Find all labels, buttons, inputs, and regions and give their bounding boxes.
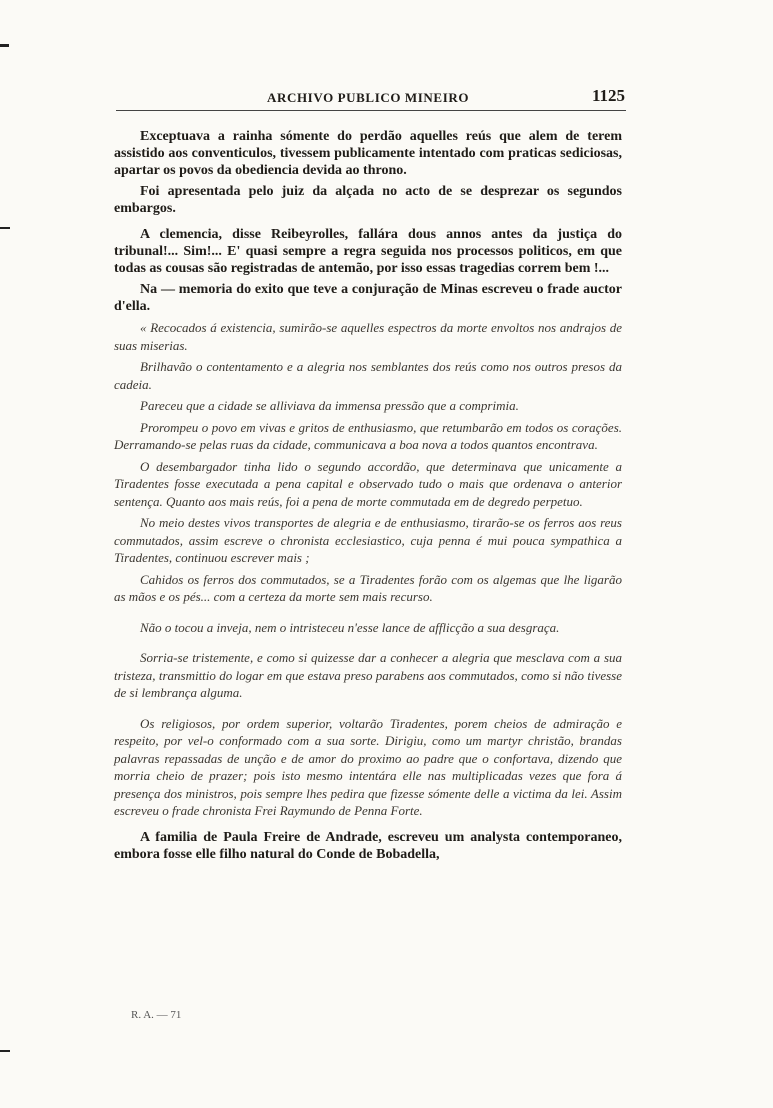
quote-paragraph: Os religiosos, por ordem superior, voltarão Tiradentes, porem cheios de admiração e respeito, por vel-o conformado com a sua sorte. Dirigiu, como um martyr christão, brandas palavras repassadas de unção e de amor do proximo ao padre que o confortava, dizendo que morria cheio de prazer; pois isto mesmo intentára elle nas multiplicadas vezes que fora á presença dos ministros, pois sempre lhes pedira que fizesse sómente delle a victima da lei. Assim escreveu o frade chronista Frei Raymundo de Penna Forte. [114, 715, 622, 818]
quote-paragraph: Pareceu que a cidade se alliviava da immensa pressão que a comprimia. [140, 398, 519, 413]
quote-paragraph: O desembargador tinha lido o segundo accordão, que determinava que unicamente a Tiradentes fosse executada a pena capital e observado tudo o mais que ordenava o anterior sentença. Quanto aos mais reús, foi a pena de morte commutada em de degredo perpetuo. [114, 458, 622, 509]
quote-paragraph: Brilhavão o contentamento e a alegria nos semblantes dos reús como nos outros presos da cadeia. [114, 359, 622, 392]
page-body [114, 128, 622, 863]
paragraph: Na — memoria do exito que teve a conjuração de Minas escreveu o frade auctor d'ella. [114, 282, 622, 314]
margin-mark-top [0, 44, 9, 47]
quote-paragraph: « Recocados á existencia, sumirão-se aquelles espectros da morte envoltos nos andrajos de suas miserias. [114, 320, 622, 353]
signature-mark: R. A. — 71 [131, 1009, 182, 1021]
quote-paragraph: No meio destes vivos transportes de alegria e de enthusiasmo, tirarão-se os ferros aos reus commutados, assim escreve o chronista ecclesiastico, cuja penna é mui pouca sympathica a Tiradentes, continuou escrever mais ; [114, 515, 622, 565]
paragraph: Exceptuava a rainha sómente do perdão aquelles reús que alem de terem assistido aos conventiculos, tivessem publicamente intentado com praticas sediciosas, apartar os povos da obediencia devida ao throno. [114, 129, 622, 178]
quote-paragraph: Não o tocou a inveja, nem o intristeceu n'esse lance de afflicção a sua desgraça. [140, 619, 560, 635]
margin-mark-bottom [0, 1050, 10, 1052]
running-title: ARCHIVO PUBLICO MINEIRO [267, 90, 470, 105]
paragraph: A clemencia, disse Reibeyrolles, fallára dous annos antes da justiça do tribunal!... Sim!... E' quasi sempre a regra seguida nos processos politicos, em que todas as cousas são registradas de antemão, por isso essas tragedias correm bem !... [114, 227, 622, 276]
quote-paragraph: Sorria-se tristemente, e como si quizesse dar a conhecer a alegria que mesclava com a sua tristeza, transmittio do logar em que estava preso parabens aos commutados, como si não tivesse de si lembrança alguma. [114, 650, 622, 700]
quote-paragraph: Cahidos os ferros dos commutados, se a Tiradentes forão com os algemas que lhe ligarão as mãos e os pés... com a certeza da morte sem mais recurso. [114, 571, 622, 604]
header-rule [116, 110, 626, 111]
page-header [117, 86, 625, 110]
margin-mark-middle [0, 227, 10, 229]
paragraph: Foi apresentada pelo juiz da alçada no acto de se desprezar os segundos embargos. [114, 184, 622, 216]
paragraph: A familia de Paula Freire de Andrade, escreveu um analysta contemporaneo, embora fosse elle filho natural do Conde de Bobadella, [114, 829, 622, 862]
quote-paragraph: Prorompeu o povo em vivas e gritos de enthusiasmo, que retumbarão em todos os corações. Derramando-se pelas ruas da cidade, communicava a boa nova a todos quantos encontrava. [114, 419, 622, 452]
page-number: 1125 [591, 86, 625, 105]
